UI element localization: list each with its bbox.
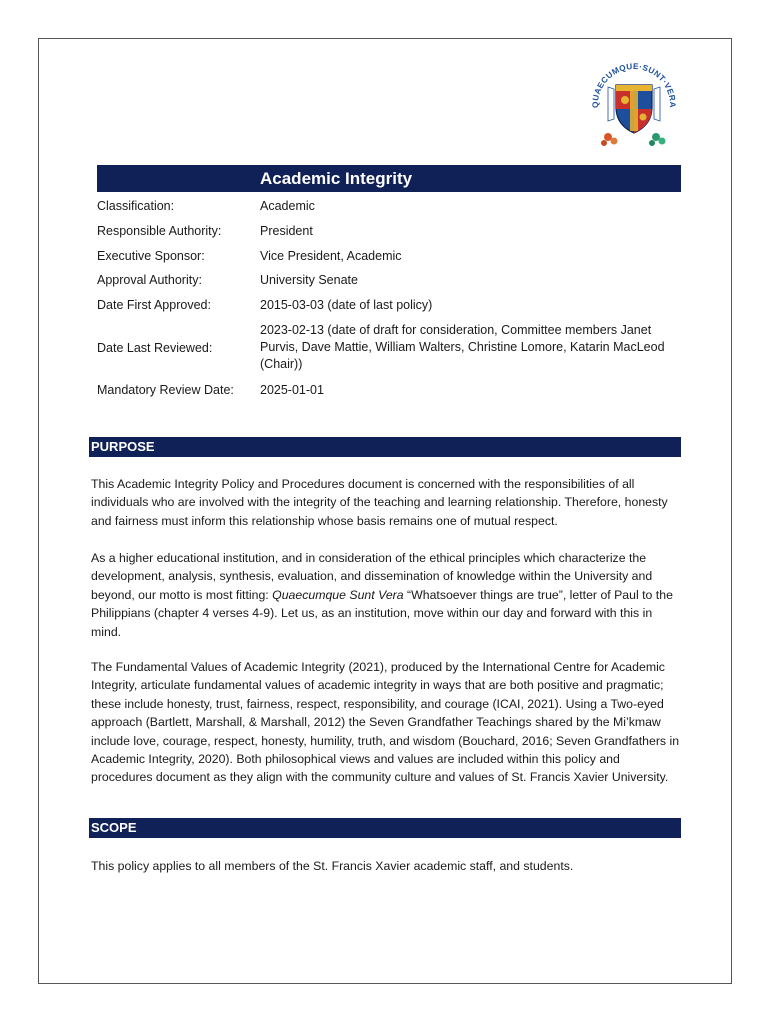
- meta-label: Date Last Reviewed:: [97, 341, 213, 355]
- meta-value: 2025-01-01: [260, 383, 324, 397]
- title-bar: [97, 165, 681, 192]
- purpose-paragraph-3: The Fundamental Values of Academic Integrity (2021), produced by the International Centre for Academic Integrity, articulate fundamental values of academic integrity in ways that are both positive and pragmatic; these include honesty, trust, fairness, respect, responsibility, and courage (ICAI, 2021). Using a Two-eyed approach (Bartlett, Marshall, & Marshall, 2012) the Seven Grandfather Teachings shared by the Mi’kmaw include love, courage, respect, honesty, humility, truth, and wisdom (Bouchard, 2016; Seven Grandfathers in Academic Integrity, 2020). Both philosophical views and values are included within this policy and procedures document as they align with the community culture and values of St. Francis Xavier University.: [91, 660, 680, 785]
- meta-value: Vice President, Academic: [260, 249, 402, 263]
- university-crest-logo: [586, 55, 682, 151]
- logo-motto: QUAECUMQUE·SUNT·VERA: [590, 61, 678, 108]
- meta-label: Mandatory Review Date:: [97, 383, 234, 397]
- meta-value: 2023-02-13 (date of draft for consideration, Committee members Janet Purvis, Dave Mattie, William Walters, Christine Lomore, Katarin MacLeod (Chair)): [260, 323, 665, 371]
- motto-text: Quaecumque Sunt Vera: [272, 587, 404, 602]
- meta-label: Date First Approved:: [97, 298, 211, 312]
- meta-label: Responsible Authority:: [97, 224, 222, 238]
- meta-value: 2015-03-03 (date of last policy): [260, 298, 433, 312]
- meta-value: Academic: [260, 199, 315, 213]
- scope-section-bar: [89, 818, 681, 838]
- purpose-paragraph-2-text: As a higher educational institution, and in consideration of the ethical principles which characterize the development, analysis, synthesis, evaluation, and dissemination of knowledge within the University and beyond, our motto is most fitting:: [91, 551, 653, 602]
- purpose-section-bar: [89, 437, 681, 457]
- meta-value: President: [260, 224, 313, 238]
- meta-label: Approval Authority:: [97, 273, 202, 287]
- scope-paragraph: This policy applies to all members of the St. Francis Xavier academic staff, and students.: [91, 859, 574, 873]
- purpose-paragraph-1: This Academic Integrity Policy and Procedures document is concerned with the responsibilities of all individuals who are involved with the integrity of the teaching and learning relationship. Therefore, honesty and fairness must inform this relationship whose basis remains one of mutual respect.: [91, 477, 668, 528]
- document-title: Academic Integrity: [260, 169, 413, 188]
- purpose-heading: PURPOSE: [91, 439, 155, 454]
- meta-value: University Senate: [260, 273, 358, 287]
- meta-label: Classification:: [97, 199, 175, 213]
- scope-heading: SCOPE: [91, 820, 137, 835]
- purpose-paragraph-2-text-end: “Whatsoever things are true”, letter of Paul to the Philippians (chapter 4 verses 4-9). Let us, as an institution, move within our day and forward with this in mind.: [91, 587, 673, 639]
- purpose-paragraph-2: [91, 549, 681, 641]
- meta-label: Executive Sponsor:: [97, 249, 205, 263]
